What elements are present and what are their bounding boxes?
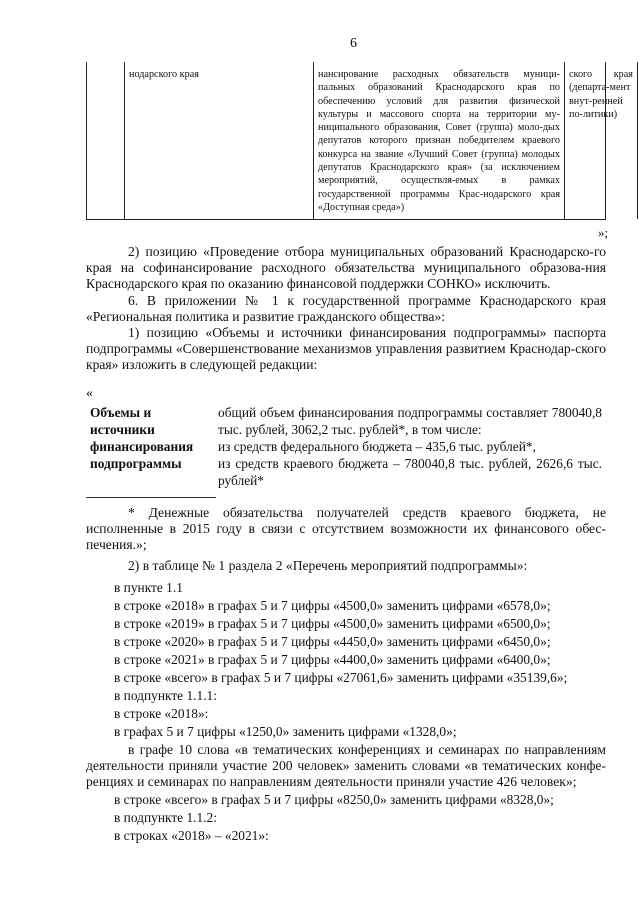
change-line: в строке «всего» в графах 5 и 7 цифры «27061,6» заменить цифрами «35139,6»; <box>114 670 568 685</box>
change-line: в строке «2021» в графах 5 и 7 цифры «4400,0» заменить цифрами «6400,0»; <box>114 652 551 667</box>
change-line: в строке «всего» в графах 5 и 7 цифры «8250,0» заменить цифрами «8328,0»; <box>114 792 554 807</box>
change-line: в подпункте 1.1.1: <box>114 688 217 703</box>
paragraph-column-10: в графе 10 слова «в тематических конференциях и семинарах по направлениям деятельности приняли участие 200 человек» заменить словами «в тематических конфе-ренциях и семинарах по направлениям деятельности приняли участие 426 человек»; <box>86 742 606 790</box>
footnote: * Денежные обязательства получателей средств краевого бюджета, не исполненные в 2015 году в связи с отсутствием возможности их финансового обес-печения.»; <box>86 505 606 553</box>
passport-label: Объемы и источники финансирования подпрограммы <box>90 405 194 471</box>
change-line: в графах 5 и 7 цифры «1250,0» заменить цифрами «1328,0»; <box>114 724 457 739</box>
passport-value-line3: из средств краевого бюджета – 780040,8 тыс. рублей, 2626,6 тыс. рублей* <box>218 456 602 488</box>
change-line: в подпункте 1.1.2: <box>114 810 217 825</box>
paragraph-position-exclusion: 2) позицию «Проведение отбора муниципальных образований Краснодарско-го края на софинансирование расходного обязательства муниципального образова-ния Краснодарского края по оказанию финансовой поддержки СОНКО» исключить. <box>86 244 606 292</box>
change-line: в пункте 1.1 <box>114 580 183 595</box>
paragraph-table-changes: 2) в таблице № 1 раздела 2 «Перечень мероприятий подпрограммы»: <box>128 558 528 573</box>
change-line: в строке «2020» в графах 5 и 7 цифры «4450,0» заменить цифрами «6450,0»; <box>114 634 551 649</box>
table-col-2: нодарского края <box>125 62 314 219</box>
passport-value <box>218 404 602 489</box>
table-col-4: ского края (департа-мент внут-ренней по-литики) <box>565 62 638 219</box>
table-fragment <box>86 62 633 220</box>
open-quote: « <box>86 386 93 401</box>
change-line: в строке «2018»: <box>114 706 209 721</box>
table-col-1 <box>87 62 125 219</box>
table-col-3: нансирование расходных обязательств муници-пальных образований Краснодарского края по обеспечению условий для развития физической культуры и массового спорта на территории му-ниципального образования, Совет (группа) моло-дых депутатов которого признан победителем краевого конкурса на звание «Лучший Совет (группа) молодых депутатов Краснодарского края» (за исключением мероприятий, осуществля-емых в рамках государственной программы Крас-нодарского края «Доступная среда») <box>314 62 565 219</box>
footnote-rule <box>86 497 216 498</box>
change-line: в строке «2018» в графах 5 и 7 цифры «4500,0» заменить цифрами «6578,0»; <box>114 598 551 613</box>
page-number: 6 <box>350 36 357 51</box>
change-line: в строке «2019» в графах 5 и 7 цифры «4500,0» заменить цифрами «6500,0»; <box>114 616 551 631</box>
passport-value-line2: из средств федерального бюджета – 435,6 тыс. рублей*, <box>218 439 536 454</box>
paragraph-passport: 1) позицию «Объемы и источники финансирования подпрограммы» паспорта подпрограммы «Совершенствование механизмов управления развитием Краснодар-ского края» изложить в следующей редакции: <box>86 325 606 373</box>
passport-value-line1: общий объем финансирования подпрограммы составляет 780040,8 тыс. рублей, 3062,2 тыс. рублей*, в том числе: <box>218 405 602 437</box>
table-end-mark: »; <box>598 225 609 240</box>
paragraph-appendix: 6. В приложении № 1 к государственной программе Краснодарского края «Региональная политика и развитие гражданского общества»: <box>86 293 606 325</box>
change-line: в строках «2018» – «2021»: <box>114 828 269 843</box>
